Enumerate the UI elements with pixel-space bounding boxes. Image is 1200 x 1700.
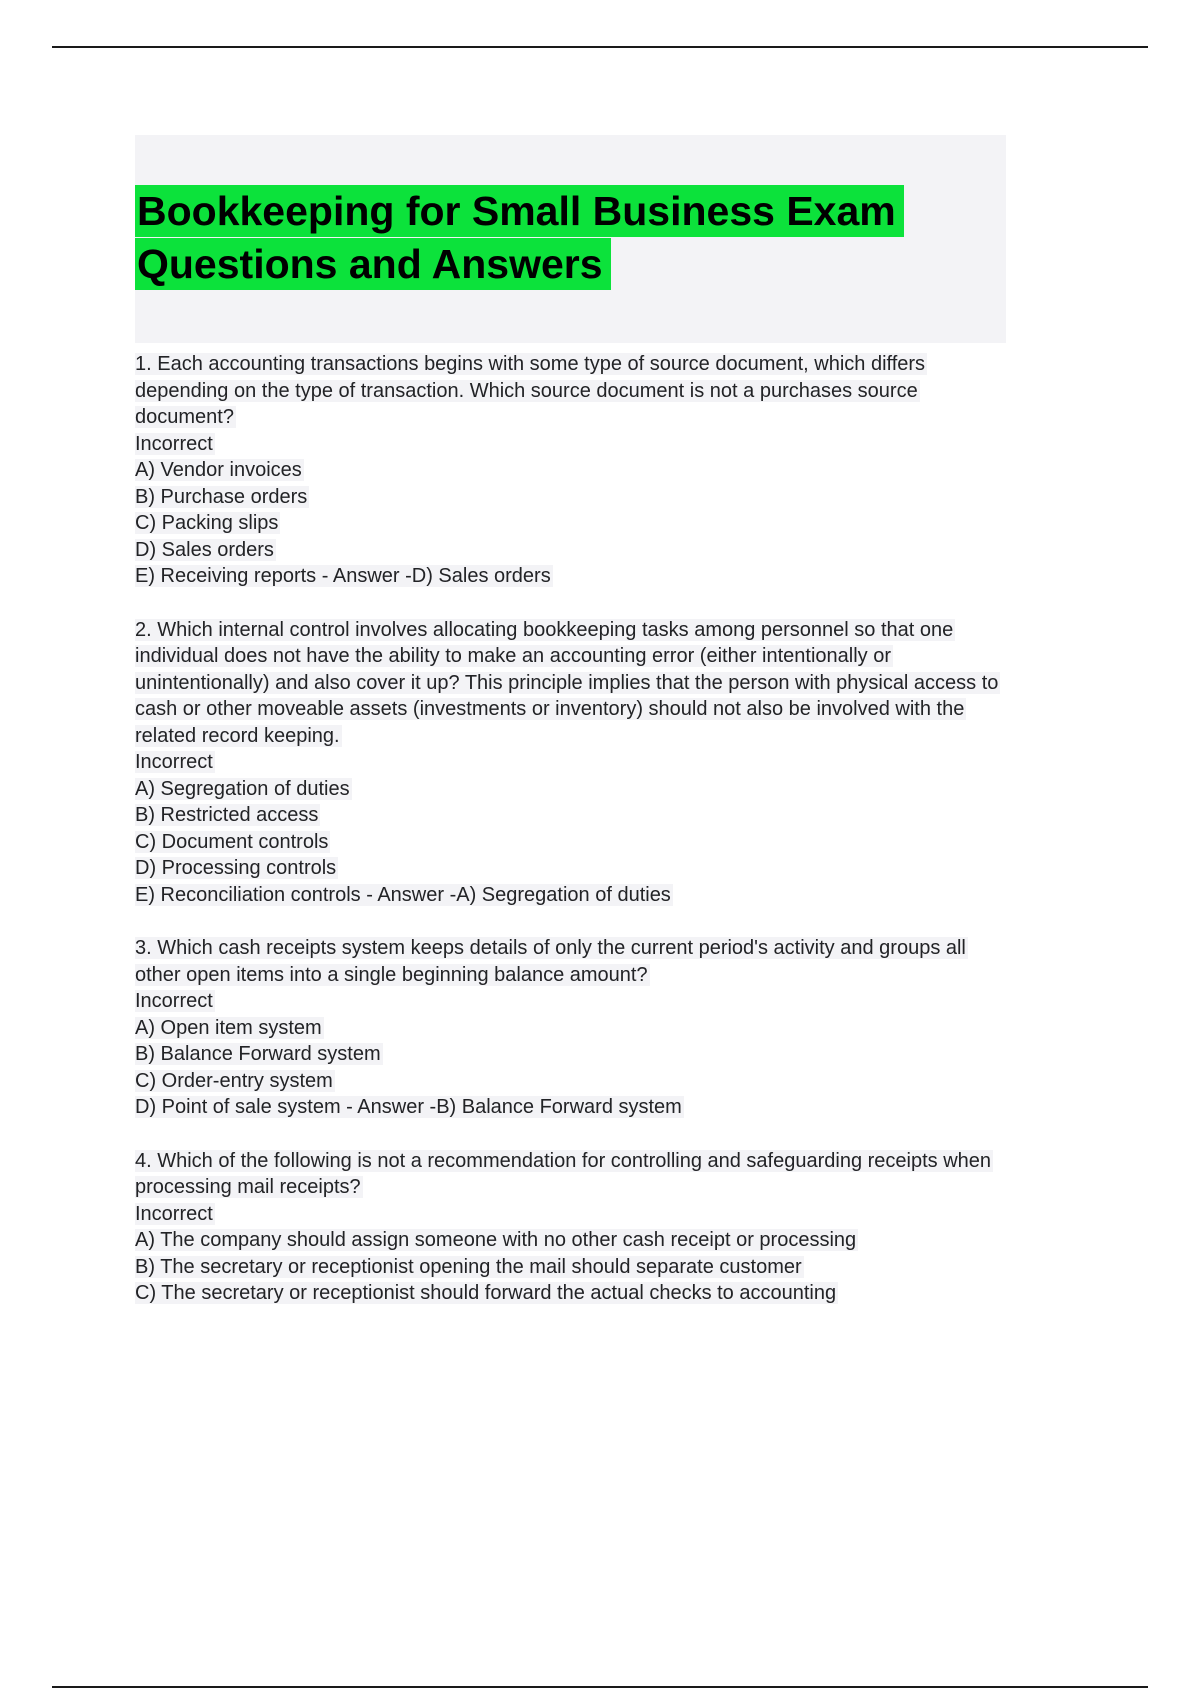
- answer-option: [135, 882, 1006, 909]
- answer-option: [135, 1015, 1006, 1042]
- answer-option-content: B) Restricted access: [135, 804, 319, 826]
- question-text-content: 3. Which cash receipts system keeps details of only the current period's activity and groups all other open items into a single beginning balance amount?: [135, 937, 966, 986]
- options-list: [135, 1015, 1006, 1121]
- question-status-content: Incorrect: [135, 432, 213, 455]
- answer-option: [135, 510, 1006, 537]
- question-status-content: Incorrect: [135, 1202, 213, 1225]
- question-block: [135, 935, 1006, 1121]
- answer-option: [135, 802, 1006, 829]
- answer-option-content: B) Balance Forward system: [135, 1043, 381, 1065]
- question-block: [135, 617, 1006, 909]
- answer-option: [135, 1041, 1006, 1068]
- answer-option-content: C) The secretary or receptionist should forward the actual checks to accounting: [135, 1282, 837, 1304]
- question-text: [135, 935, 1006, 988]
- question-text-content: 1. Each accounting transactions begins with some type of source document, which differs depending on the type of transaction. Which source document is not a purchases source document?: [135, 353, 926, 428]
- answer-option-content: D) Point of sale system - Answer -B) Balance Forward system: [135, 1096, 682, 1118]
- answer-option-content: A) Vendor invoices: [135, 459, 302, 481]
- top-rule: [52, 46, 1148, 48]
- answer-option-content: E) Receiving reports - Answer -D) Sales orders: [135, 565, 551, 587]
- questions-list: [135, 343, 1006, 1307]
- answer-option-content: B) The secretary or receptionist opening the mail should separate customer: [135, 1255, 802, 1278]
- answer-option-content: C) Document controls: [135, 830, 329, 853]
- answer-option: [135, 1094, 1006, 1121]
- answer-option-content: C) Order-entry system: [135, 1069, 333, 1092]
- answer-option-content: A) Open item system: [135, 1016, 322, 1039]
- answer-option: [135, 537, 1006, 564]
- answer-option: [135, 829, 1006, 856]
- options-list: [135, 776, 1006, 909]
- question-text: [135, 617, 1006, 750]
- options-list: [135, 1227, 1006, 1307]
- question-status: [135, 988, 1006, 1015]
- page-title-highlight: Bookkeeping for Small Business Exam Questions and Answers: [135, 185, 904, 290]
- question-status: [135, 1201, 1006, 1228]
- answer-option: [135, 776, 1006, 803]
- question-text: [135, 1148, 1006, 1201]
- question-status: [135, 431, 1006, 458]
- answer-option: [135, 1068, 1006, 1095]
- answer-option-content: B) Purchase orders: [135, 485, 308, 508]
- title-block: [135, 135, 1006, 343]
- answer-option-content: D) Processing controls: [135, 857, 337, 879]
- question-block: [135, 1148, 1006, 1307]
- answer-option: [135, 855, 1006, 882]
- question-status-content: Incorrect: [135, 990, 213, 1012]
- answer-option-content: A) The company should assign someone with no other cash receipt or processing: [135, 1229, 857, 1251]
- answer-option-content: E) Reconciliation controls - Answer -A) Segregation of duties: [135, 883, 671, 906]
- answer-option-content: C) Packing slips: [135, 512, 279, 534]
- answer-option: [135, 457, 1006, 484]
- answer-option: [135, 563, 1006, 590]
- page-title: [135, 185, 1006, 291]
- options-list: [135, 457, 1006, 590]
- question-text-content: 2. Which internal control involves allocating bookkeeping tasks among personnel so that one individual does not have the ability to make an accounting error (either intentionally or unintentionally) and also cover it up? This principle implies that the person with physical access to cash or other moveable assets (investments or inventory) should not also be involved with the related record keeping.: [135, 618, 999, 747]
- question-status: [135, 749, 1006, 776]
- bottom-rule: [52, 1686, 1148, 1688]
- question-text-content: 4. Which of the following is not a recommendation for controlling and safeguarding receipts when processing mail receipts?: [135, 1149, 992, 1198]
- question-status-content: Incorrect: [135, 751, 213, 773]
- question-text: [135, 351, 1006, 431]
- answer-option: [135, 1280, 1006, 1307]
- answer-option: [135, 1254, 1006, 1281]
- question-block: [135, 351, 1006, 590]
- answer-option-content: D) Sales orders: [135, 538, 274, 561]
- document-content: [135, 135, 1006, 1333]
- answer-option-content: A) Segregation of duties: [135, 777, 350, 800]
- answer-option: [135, 484, 1006, 511]
- answer-option: [135, 1227, 1006, 1254]
